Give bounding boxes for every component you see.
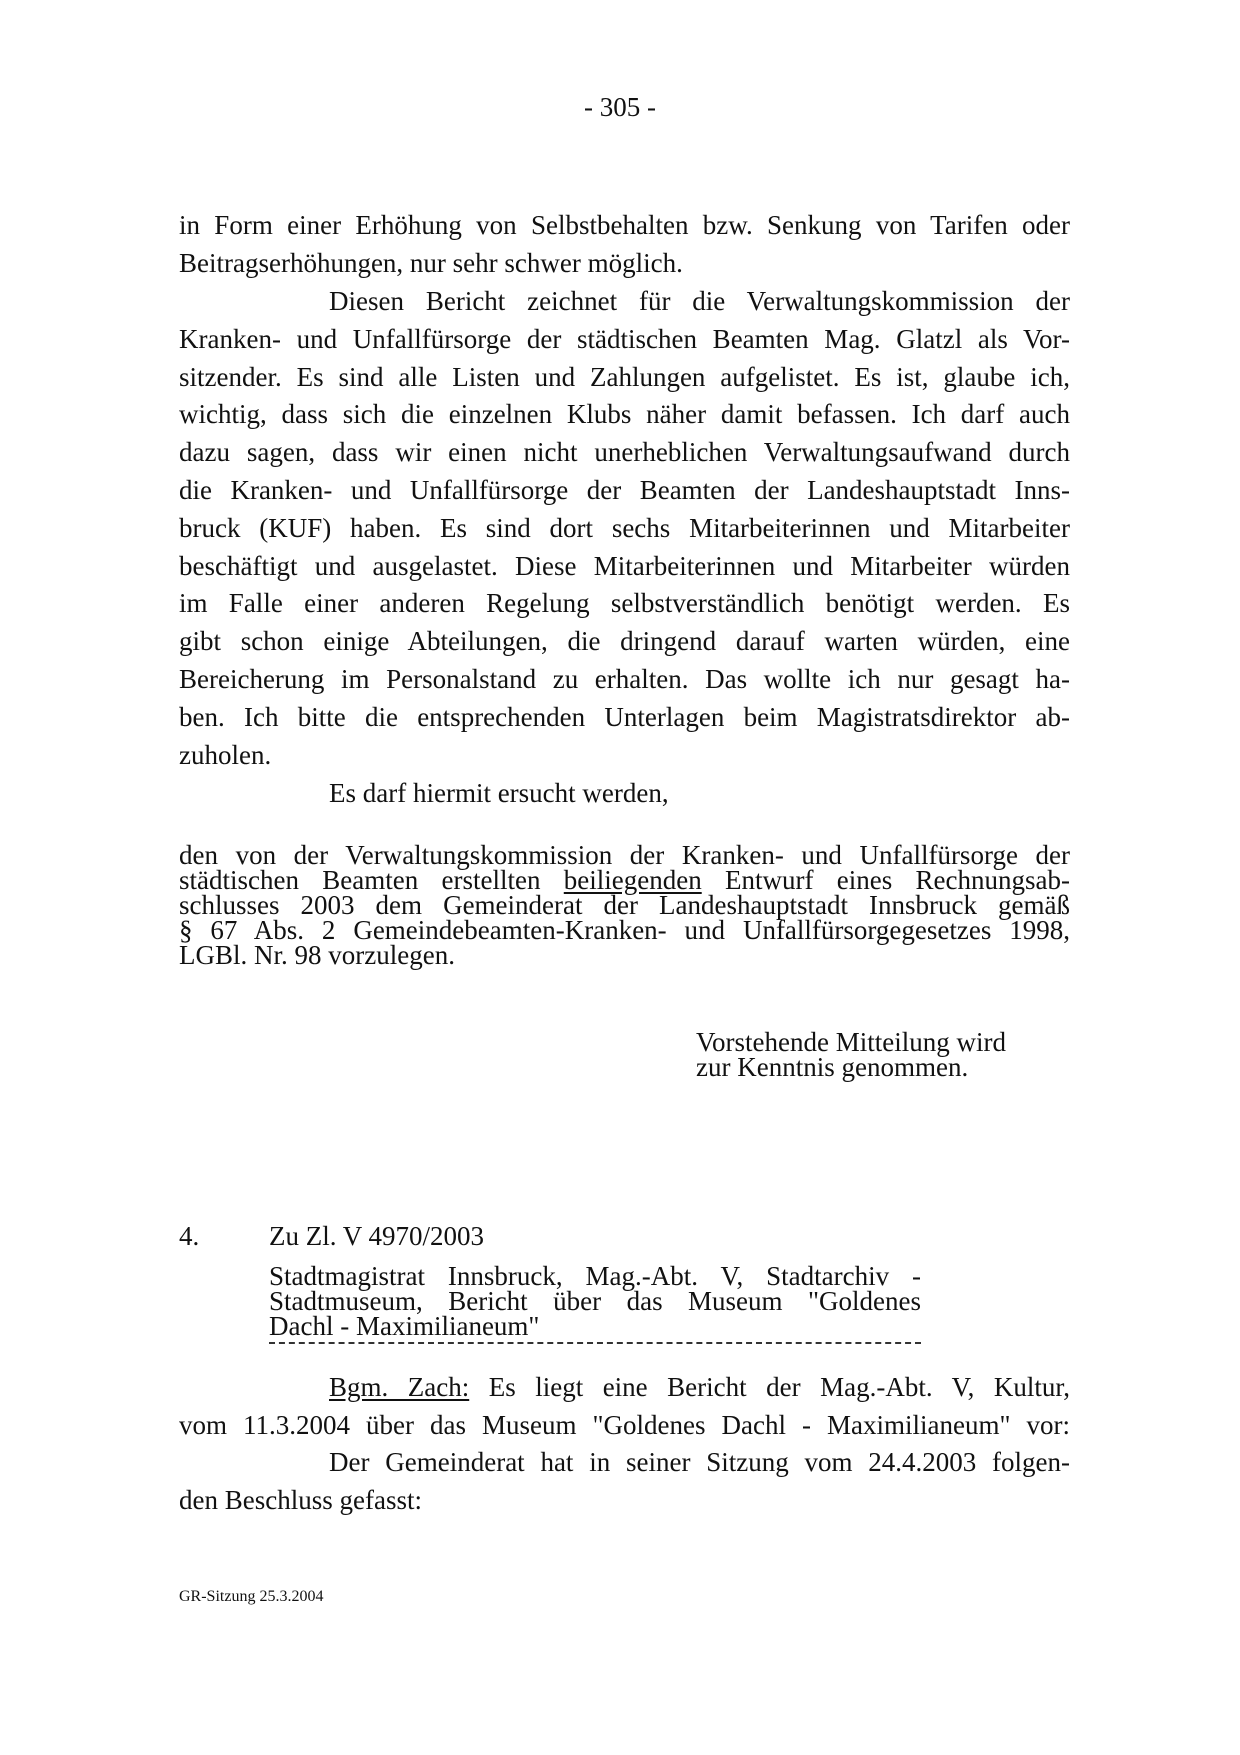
text-line: Vorstehende Mitteilung wird <box>696 1027 1006 1057</box>
text-line: die Kranken- und Unfallfürsorge der Beamten der Landeshauptstadt Inns- <box>179 474 1070 505</box>
text-line: zuholen. <box>179 739 272 770</box>
text-line: Diesen Bericht zeichnet für die Verwaltungskommission der <box>329 286 1070 316</box>
agenda-item-subject <box>269 1261 921 1341</box>
page-number: - 305 - <box>584 92 656 122</box>
paragraph-council-decision <box>179 1444 1070 1520</box>
dashed-separator <box>269 1342 921 1344</box>
text-line: beschäftigt und ausgelastet. Diese Mitarbeiterinnen und Mitarbeiter würden <box>179 550 1070 581</box>
text-line: wichtig, dass sich die einzelnen Klubs näher damit befassen. Ich darf auch <box>179 399 1070 430</box>
text-line: Bgm. Zach: Es liegt eine Bericht der Mag.-Abt. V, Kultur, <box>329 1372 1070 1402</box>
text-line: in Form einer Erhöhung von Selbstbehalten bzw. Senkung von Tarifen oder <box>179 210 1070 240</box>
agenda-item-reference: Zu Zl. V 4970/2003 <box>269 1221 485 1251</box>
underlined-word: beiliegenden <box>563 865 702 895</box>
text-line: schlusses 2003 dem Gemeinderat der Landeshauptstadt Innsbruck gemäß <box>179 890 1070 920</box>
text-line: LGBl. Nr. 98 vorzulegen. <box>179 940 455 970</box>
paragraph-mayor-statement <box>179 1369 1070 1445</box>
text-line: Bereicherung im Personalstand zu erhalten. Das wollte ich nur gesagt ha- <box>179 663 1070 694</box>
paragraph-motion <box>179 840 1071 970</box>
text-line: den Beschluss gefasst: <box>179 1484 422 1515</box>
text-line: zur Kenntnis genommen. <box>696 1052 969 1082</box>
text-line: gibt schon einige Abteilungen, die dringend darauf warten würden, eine <box>179 626 1070 657</box>
speaker-name: Bgm. Zach: <box>329 1372 470 1402</box>
text-line: dazu sagen, dass wir einen nicht unerheblichen Verwaltungsaufwand durch <box>179 437 1070 468</box>
text-line: Dachl - Maximilianeum" <box>269 1311 540 1341</box>
text-line: Stadtmuseum, Bericht über das Museum "Goldenes <box>269 1286 921 1316</box>
text-line: städtischen Beamten erstellten beiliegenden Entwurf eines Rechnungsab- <box>179 865 1071 895</box>
text-line: bruck (KUF) haben. Es sind dort sechs Mitarbeiterinnen und Mitarbeiter <box>179 512 1070 543</box>
text-line: ben. Ich bitte die entsprechenden Unterlagen beim Magistratsdirektor ab- <box>179 701 1070 732</box>
text-line: sitzender. Es sind alle Listen und Zahlungen aufgelistet. Es ist, glaube ich, <box>179 361 1070 392</box>
paragraph-continuation <box>179 207 1070 283</box>
agenda-item-number: 4. <box>179 1221 200 1251</box>
text-line: Stadtmagistrat Innsbruck, Mag.-Abt. V, Stadtarchiv - <box>269 1261 921 1291</box>
text-line: im Falle einer anderen Regelung selbstverständlich benötigt werden. Es <box>179 588 1070 619</box>
text-line: den von der Verwaltungskommission der Kranken- und Unfallfürsorge der <box>179 840 1070 870</box>
paragraph-report <box>179 283 1070 774</box>
paragraph-request <box>179 775 1070 813</box>
text-line: Es darf hiermit ersucht werden, <box>329 778 669 808</box>
acknowledgement-note <box>696 1027 1006 1082</box>
footer-session-date: GR-Sitzung 25.3.2004 <box>179 1588 324 1605</box>
text-line: Kranken- und Unfallfürsorge der städtischen Beamten Mag. Glatzl als Vor- <box>179 323 1070 354</box>
text-line: § 67 Abs. 2 Gemeindebeamten-Kranken- und Unfallfürsorgegesetzes 1998, <box>179 915 1070 945</box>
text-line: vom 11.3.2004 über das Museum "Goldenes Dachl - Maximilianeum" vor: <box>179 1409 1070 1440</box>
text-line: Der Gemeinderat hat in seiner Sitzung vom 24.4.2003 folgen- <box>329 1447 1070 1477</box>
text-line: Beitragserhöhungen, nur sehr schwer möglich. <box>179 247 683 278</box>
